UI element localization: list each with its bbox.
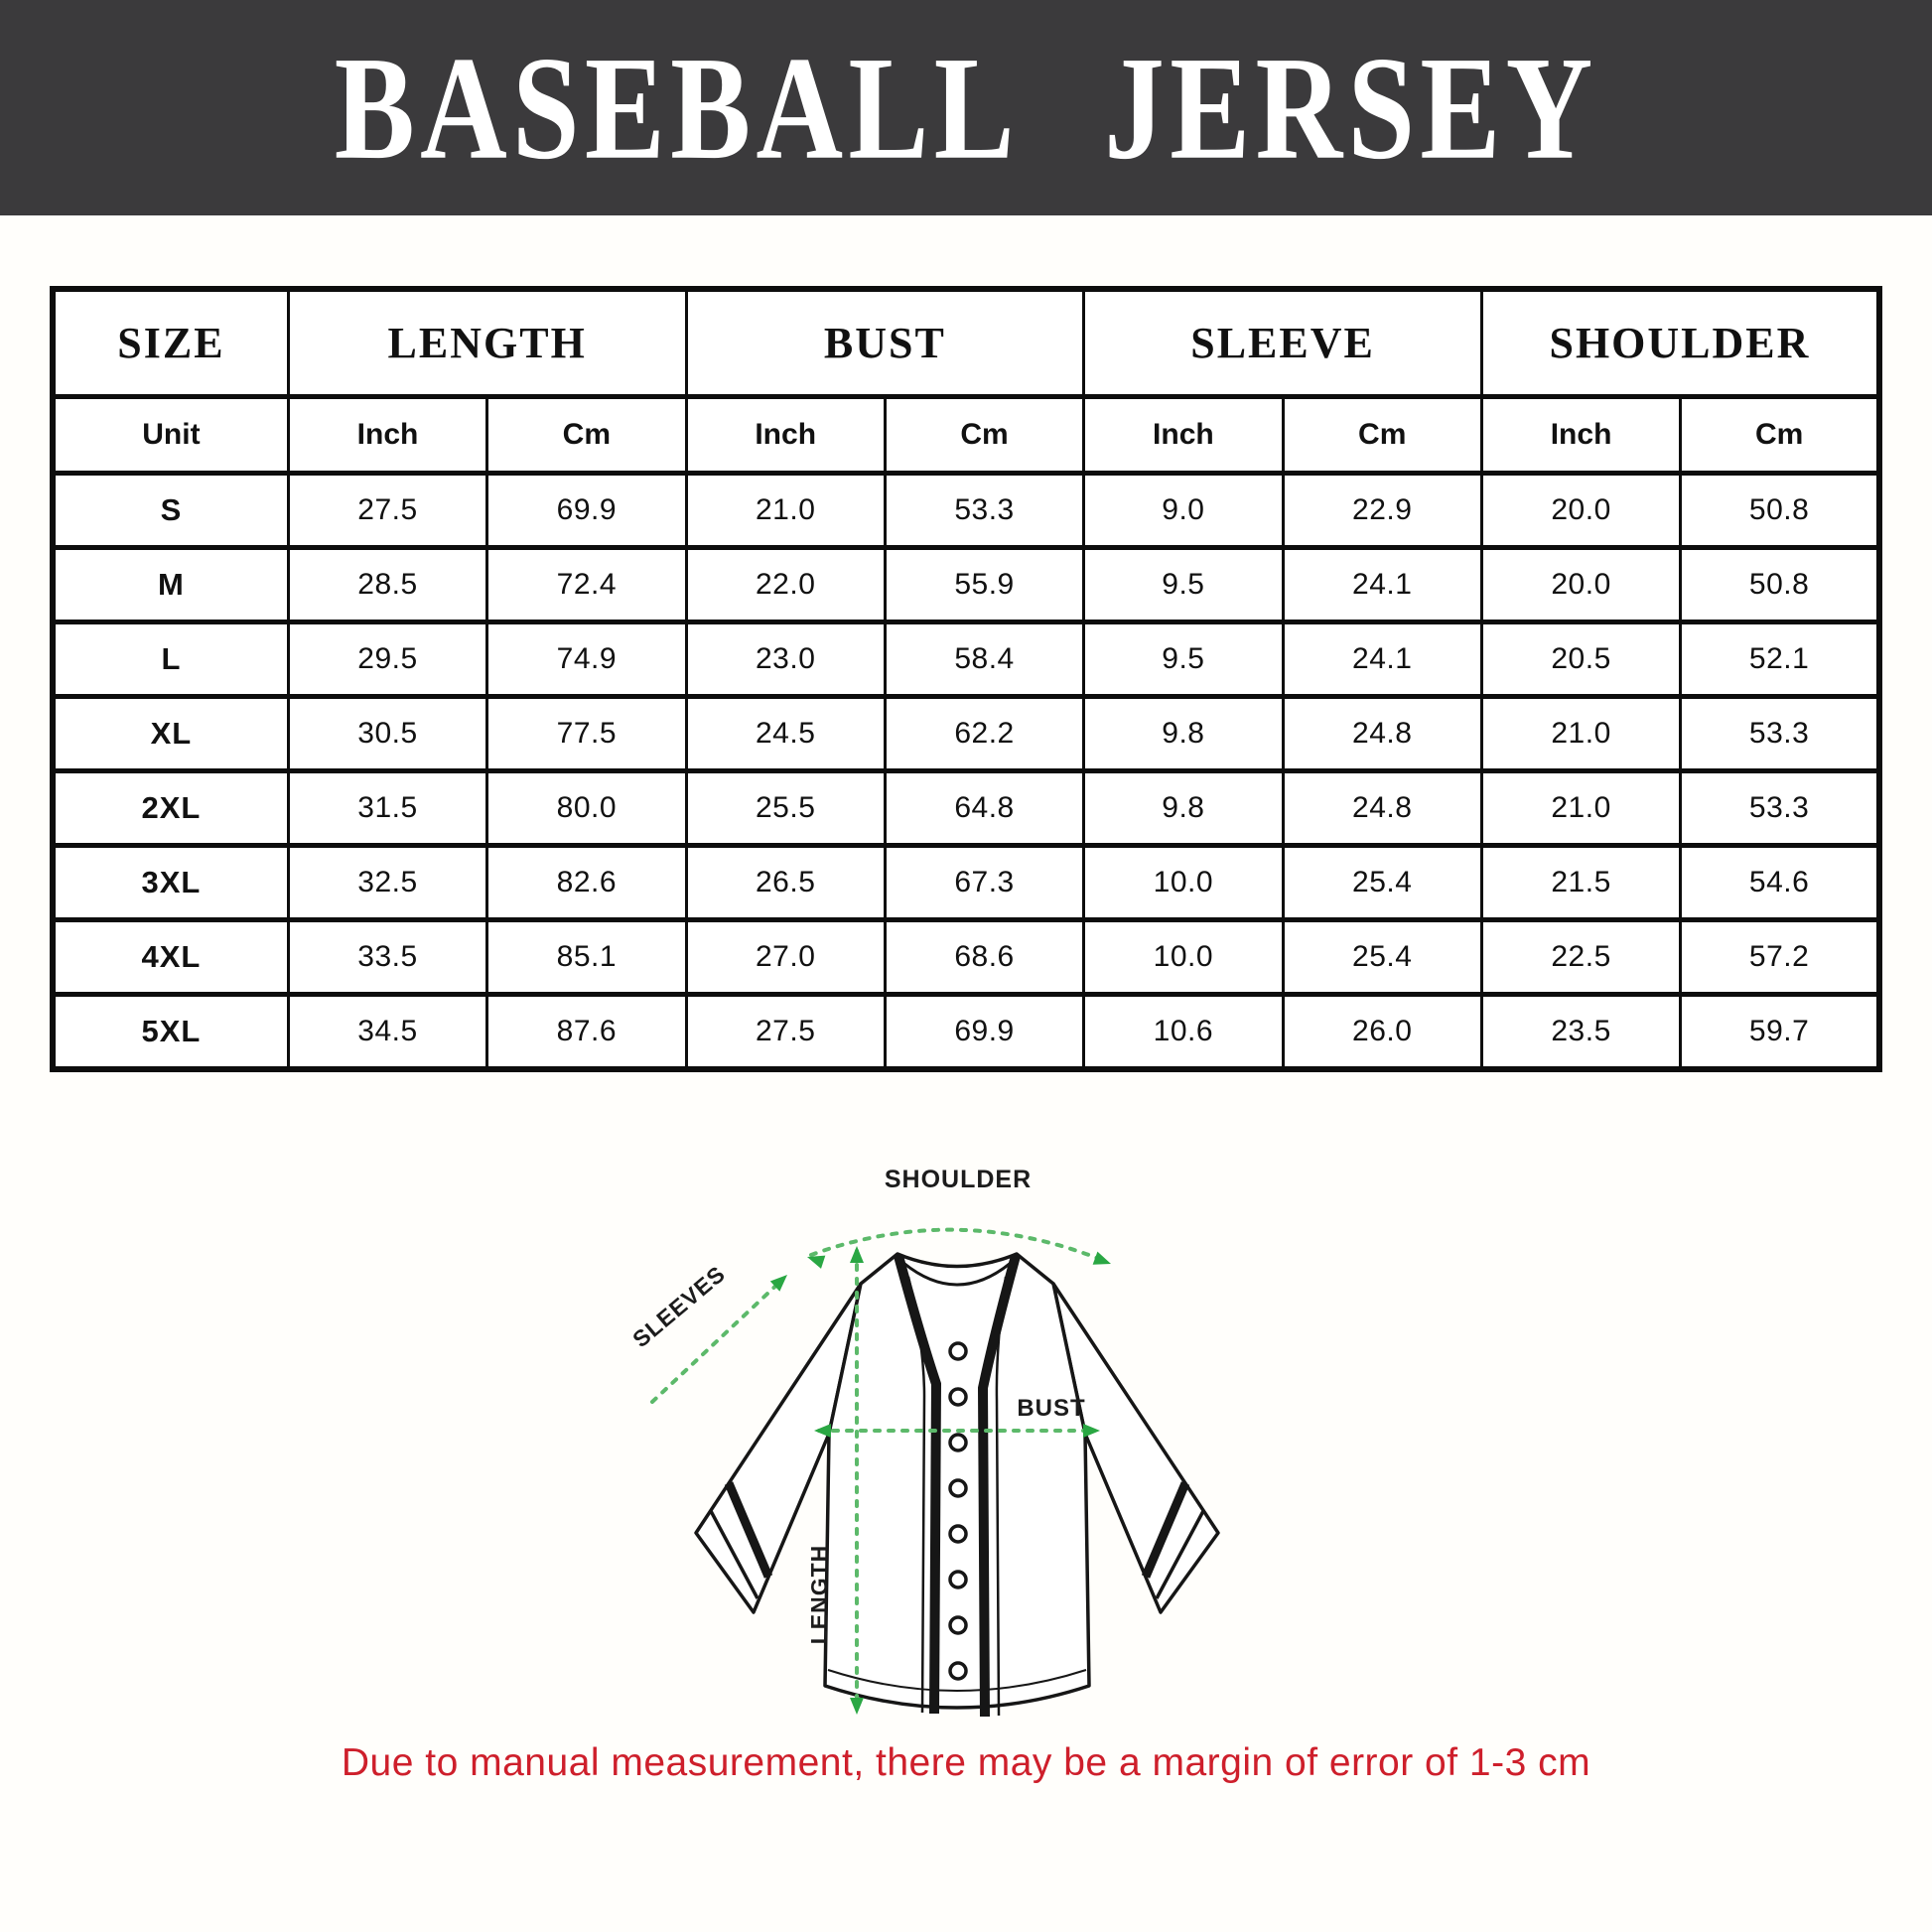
arrowhead: [850, 1698, 864, 1715]
size-label: S: [53, 474, 288, 548]
cell: 53.3: [1681, 697, 1879, 771]
shoulder-inch-header: Inch: [1481, 397, 1680, 474]
jersey-diagram-svg: [609, 1118, 1323, 1735]
cell: 31.5: [288, 771, 486, 846]
arrowhead: [1093, 1252, 1114, 1271]
col-header-sleeve: SLEEVE: [1084, 289, 1482, 397]
cell: 22.5: [1481, 920, 1680, 995]
arrowhead: [850, 1246, 864, 1263]
button: [950, 1389, 966, 1405]
cell: 9.8: [1084, 697, 1283, 771]
cell: 33.5: [288, 920, 486, 995]
cell: 24.8: [1283, 771, 1481, 846]
cell: 24.1: [1283, 548, 1481, 622]
measurement-diagram: [0, 1118, 1932, 1735]
cell: 54.6: [1681, 846, 1879, 920]
cell: 69.9: [487, 474, 686, 548]
size-label: 3XL: [53, 846, 288, 920]
size-label: M: [53, 548, 288, 622]
cell: 77.5: [487, 697, 686, 771]
cell: 24.1: [1283, 622, 1481, 697]
cell: 27.5: [686, 995, 885, 1070]
cell: 25.4: [1283, 846, 1481, 920]
cell: 9.5: [1084, 548, 1283, 622]
bust-inch-header: Inch: [686, 397, 885, 474]
cell: 53.3: [885, 474, 1083, 548]
cell: 24.8: [1283, 697, 1481, 771]
size-chart-table: [50, 286, 1882, 1072]
table-group-header-row: [53, 289, 1879, 397]
cell: 28.5: [288, 548, 486, 622]
button: [950, 1526, 966, 1542]
size-label: XL: [53, 697, 288, 771]
unit-label: Unit: [53, 397, 288, 474]
table-row-m: [53, 548, 1879, 622]
cell: 27.5: [288, 474, 486, 548]
sleeve-inch-header: Inch: [1084, 397, 1283, 474]
sleeves-label: SLEEVES: [627, 1260, 731, 1353]
shoulder-cm-header: Cm: [1681, 397, 1879, 474]
length-inch-header: Inch: [288, 397, 486, 474]
cell: 74.9: [487, 622, 686, 697]
cell: 22.9: [1283, 474, 1481, 548]
size-label: 4XL: [53, 920, 288, 995]
page-title: BASEBALL JERSEY: [334, 25, 1598, 191]
bust-cm-header: Cm: [885, 397, 1083, 474]
size-chart-section: [50, 286, 1882, 1072]
cell: 21.0: [1481, 697, 1680, 771]
cell: 21.5: [1481, 846, 1680, 920]
cell: 21.0: [686, 474, 885, 548]
button: [950, 1617, 966, 1633]
cell: 9.8: [1084, 771, 1283, 846]
cell: 10.0: [1084, 920, 1283, 995]
col-header-shoulder: SHOULDER: [1481, 289, 1879, 397]
size-label: L: [53, 622, 288, 697]
cell: 50.8: [1681, 474, 1879, 548]
cell: 34.5: [288, 995, 486, 1070]
table-row-3xl: [53, 846, 1879, 920]
cell: 25.5: [686, 771, 885, 846]
table-row-5xl: [53, 995, 1879, 1070]
cell: 64.8: [885, 771, 1083, 846]
size-label: 5XL: [53, 995, 288, 1070]
cell: 29.5: [288, 622, 486, 697]
cell: 27.0: [686, 920, 885, 995]
cell: 87.6: [487, 995, 686, 1070]
cell: 20.5: [1481, 622, 1680, 697]
cell: 21.0: [1481, 771, 1680, 846]
measurement-disclaimer: [0, 1741, 1932, 1785]
col-header-bust: BUST: [686, 289, 1084, 397]
cell: 69.9: [885, 995, 1083, 1070]
cell: 25.4: [1283, 920, 1481, 995]
cell: 80.0: [487, 771, 686, 846]
cell: 26.5: [686, 846, 885, 920]
cell: 26.0: [1283, 995, 1481, 1070]
cell: 72.4: [487, 548, 686, 622]
button: [950, 1435, 966, 1450]
cell: 23.0: [686, 622, 885, 697]
cell: 20.0: [1481, 548, 1680, 622]
cell: 10.6: [1084, 995, 1283, 1070]
cell: 20.0: [1481, 474, 1680, 548]
col-header-length: LENGTH: [288, 289, 686, 397]
button: [950, 1343, 966, 1359]
cell: 85.1: [487, 920, 686, 995]
cell: 55.9: [885, 548, 1083, 622]
shoulder-label: SHOULDER: [884, 1166, 1033, 1193]
cell: 24.5: [686, 697, 885, 771]
table-row-xl: [53, 697, 1879, 771]
col-header-size: SIZE: [53, 289, 288, 397]
size-label: 2XL: [53, 771, 288, 846]
cell: 50.8: [1681, 548, 1879, 622]
table-row-4xl: [53, 920, 1879, 995]
cell: 62.2: [885, 697, 1083, 771]
length-label: LENGTH: [806, 1544, 832, 1645]
cell: 53.3: [1681, 771, 1879, 846]
cell: 67.3: [885, 846, 1083, 920]
cell: 58.4: [885, 622, 1083, 697]
cell: 57.2: [1681, 920, 1879, 995]
cell: 82.6: [487, 846, 686, 920]
sleeve-cm-header: Cm: [1283, 397, 1481, 474]
cell: 22.0: [686, 548, 885, 622]
table-row-l: [53, 622, 1879, 697]
cell: 23.5: [1481, 995, 1680, 1070]
cell: 9.5: [1084, 622, 1283, 697]
table-row-2xl: [53, 771, 1879, 846]
bust-label: BUST: [1017, 1395, 1086, 1422]
cell: 52.1: [1681, 622, 1879, 697]
length-cm-header: Cm: [487, 397, 686, 474]
cell: 68.6: [885, 920, 1083, 995]
button: [950, 1480, 966, 1496]
table-row-s: [53, 474, 1879, 548]
button: [950, 1572, 966, 1587]
cell: 59.7: [1681, 995, 1879, 1070]
cell: 30.5: [288, 697, 486, 771]
cell: 9.0: [1084, 474, 1283, 548]
title-banner: [0, 0, 1932, 215]
button: [950, 1663, 966, 1679]
table-unit-row: [53, 397, 1879, 474]
disclaimer-text: Due to manual measurement, there may be a margin of error of 1-3 cm: [341, 1741, 1591, 1784]
cell: 10.0: [1084, 846, 1283, 920]
cell: 32.5: [288, 846, 486, 920]
